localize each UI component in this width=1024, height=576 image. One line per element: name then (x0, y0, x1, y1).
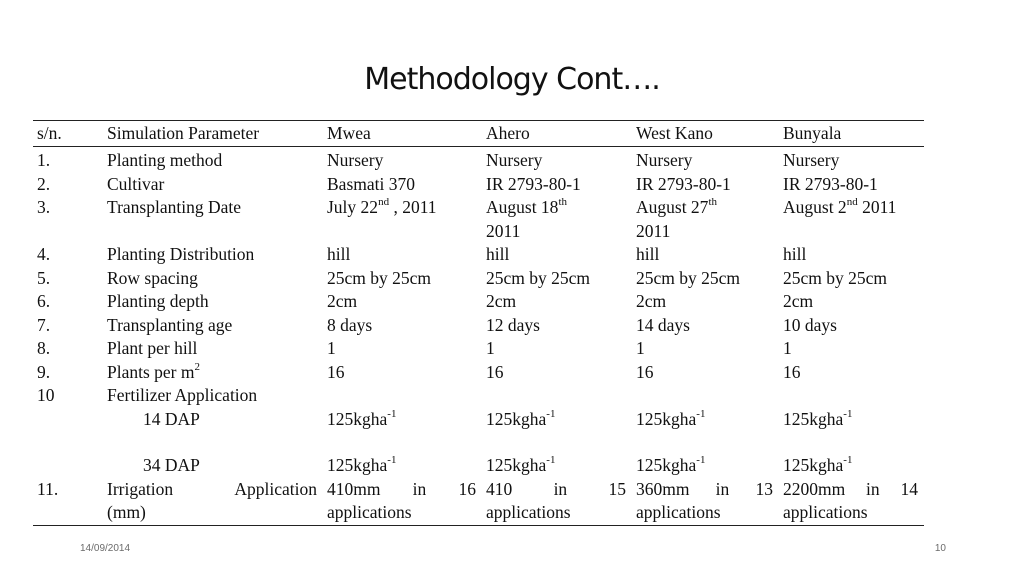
cell-sn: 7. (37, 314, 51, 335)
cell-bunyala: 16 (783, 361, 801, 382)
cell-parameter: Transplanting age (107, 314, 233, 335)
cell-parameter: Planting Distribution (107, 244, 255, 264)
cell-west-kano: 16 (636, 361, 654, 382)
table-row (33, 173, 924, 197)
cell-sn: 5. (37, 267, 51, 288)
table-row (33, 337, 924, 361)
table-header-row (33, 121, 924, 147)
cell-ahero: Nursery (486, 150, 543, 170)
cell-bunyala: 125kgha$^{-1}$ (783, 454, 853, 475)
cell-west-kano: 25cm by 25cm (636, 267, 741, 288)
table-row (33, 147, 924, 173)
header-sn: s/n. (37, 123, 62, 143)
cell-bunyala: 2200mm in 14 applications (783, 478, 918, 522)
cell-parameter: Plant per hill (107, 338, 198, 358)
cell-mwea: 1 (327, 338, 336, 358)
cell-sn: 8. (37, 338, 51, 358)
table-row (33, 267, 924, 291)
cell-bunyala: 25cm by 25cm (783, 267, 888, 288)
header-bunyala: Bunyala (783, 123, 842, 143)
cell-sn: 6. (37, 291, 51, 311)
header-ahero: Ahero (486, 123, 530, 143)
cell-west-kano: 360mm in 13 applications (636, 478, 773, 522)
cell-mwea: Basmati 370 (327, 173, 415, 194)
cell-sn: 2. (37, 173, 51, 194)
table-row (33, 478, 924, 526)
cell-parameter: Plants per $m^2$ (107, 360, 200, 382)
cell-west-kano: August 27th 2011 (636, 196, 717, 241)
table-row (33, 454, 924, 478)
cell-west-kano: 1 (636, 338, 645, 358)
cell-ahero: 12 days (486, 314, 540, 335)
cell-west-kano: IR 2793-80-1 (636, 173, 731, 194)
cell-ahero: hill (486, 244, 510, 264)
header-west-kano: West Kano (636, 123, 713, 143)
cell-sn: 11. (37, 478, 59, 499)
cell-parameter: Transplanting Date (107, 197, 241, 217)
cell-parameter: Irrigation Application (mm) (107, 478, 317, 522)
cell-bunyala: Nursery (783, 150, 840, 170)
header-mwea: Mwea (327, 123, 371, 143)
cell-bunyala: 10 days (783, 314, 837, 335)
cell-mwea: July 22nd , 2011 (327, 196, 437, 217)
cell-ahero: 125kgha$^{-1}$ (486, 454, 556, 475)
cell-ahero: 410 in 15 applications (486, 478, 626, 522)
cell-parameter: Fertilizer Application (107, 385, 258, 405)
cell-west-kano: 125kgha$^{-1}$ (636, 454, 706, 475)
cell-mwea: 125kgha$^{-1}$ (327, 407, 397, 429)
cell-mwea: Nursery (327, 150, 384, 170)
table-row (33, 408, 924, 432)
table-row (33, 361, 924, 385)
cell-ahero: 2cm (486, 291, 517, 311)
cell-west-kano: 14 days (636, 314, 690, 335)
cell-mwea: 16 (327, 361, 345, 382)
cell-parameter: 34 DAP (143, 455, 200, 475)
cell-mwea: 2cm (327, 291, 358, 311)
slide-title: Methodology Cont…. (364, 62, 660, 97)
cell-sn: 1. (37, 150, 51, 170)
table-row (33, 290, 924, 314)
simulation-parameters-table (33, 120, 924, 526)
cell-ahero: IR 2793-80-1 (486, 173, 581, 194)
cell-mwea: 8 days (327, 314, 373, 335)
cell-ahero: 1 (486, 338, 495, 358)
cell-parameter: Row spacing (107, 267, 198, 288)
cell-sn: 9. (37, 361, 51, 382)
cell-bunyala: IR 2793-80-1 (783, 173, 878, 194)
table-row (33, 196, 924, 243)
page-number: 10 (934, 543, 946, 554)
cell-bunyala: 1 (783, 338, 792, 358)
cell-bunyala: August 2nd 2011 (783, 196, 897, 217)
footer-date: 14/09/2014 (80, 543, 131, 554)
header-parameter: Simulation Parameter (107, 123, 260, 143)
cell-ahero: 125kgha$^{-1}$ (486, 407, 556, 429)
table-row (33, 314, 924, 338)
cell-ahero: August 18th 2011 (486, 196, 567, 241)
cell-ahero: 25cm by 25cm (486, 267, 591, 288)
cell-west-kano: Nursery (636, 150, 693, 170)
cell-mwea: hill (327, 244, 351, 264)
cell-bunyala: 2cm (783, 291, 814, 311)
cell-parameter: Planting method (107, 150, 223, 170)
cell-ahero: 16 (486, 361, 504, 382)
cell-sn: 10 (37, 385, 55, 405)
cell-west-kano: 125kgha$^{-1}$ (636, 407, 706, 429)
table-row (33, 384, 924, 408)
cell-mwea: 25cm by 25cm (327, 267, 432, 288)
table-row (33, 243, 924, 267)
cell-parameter: 14 DAP (143, 408, 200, 429)
cell-parameter: Cultivar (107, 173, 165, 194)
cell-mwea: 410mm in 16 applications (327, 478, 476, 522)
cell-mwea: 125kgha$^{-1}$ (327, 454, 397, 475)
cell-sn: 4. (37, 244, 51, 264)
cell-parameter: Planting depth (107, 291, 209, 311)
cell-west-kano: hill (636, 244, 660, 264)
cell-sn: 3. (37, 197, 51, 217)
cell-bunyala: 125kgha$^{-1}$ (783, 407, 853, 429)
cell-west-kano: 2cm (636, 291, 667, 311)
cell-bunyala: hill (783, 244, 807, 264)
